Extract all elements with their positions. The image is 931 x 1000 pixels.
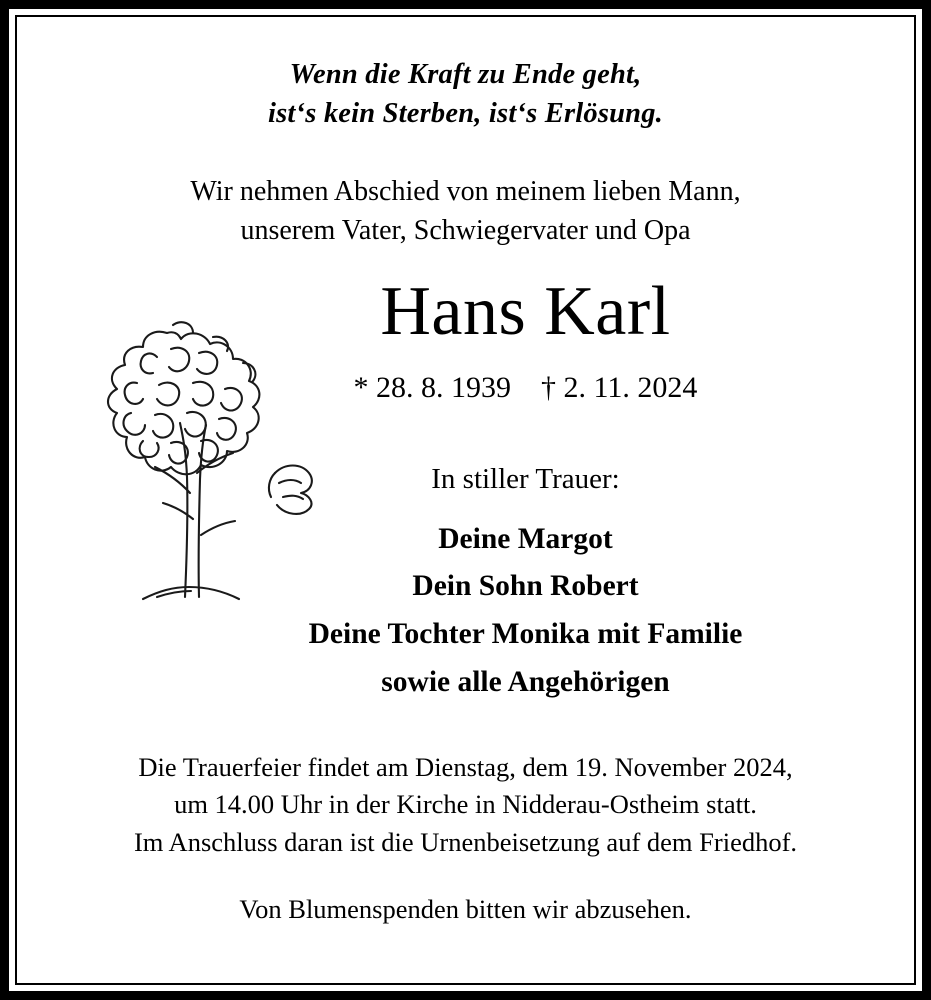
verse-line-2: ist‘s kein Sterben, ist‘s Erlösung. [267,98,663,130]
notice-inner-frame [15,15,916,985]
list-item: Deine Margot [438,522,613,555]
details-line-1: Die Trauerfeier findet am Dienstag, dem 19. November 2024, [138,751,793,782]
list-item: Dein Sohn Robert [412,570,639,603]
page-title: Hans Karl [380,273,671,351]
name-and-illustration-row [43,275,888,707]
flowers-note: Von Blumenspenden bitten wir abzusehen. [239,893,692,924]
death-date: † 2. 11. 2024 [541,370,698,404]
birth-date: * 28. 8. 1939 [353,370,512,404]
details-line-3: Im Anschluss daran ist die Urnenbeisetzung auf dem Friedhof. [133,827,798,858]
tree-illustration [47,297,333,607]
mourning-label: In stiller Trauer: [431,462,620,495]
verse-line-1: Wenn die Kraft zu Ende geht, [289,59,642,90]
intro-line-2: unserem Vater, Schwiegervater und Opa [240,215,691,247]
details-line-2: um 14.00 Uhr in der Kirche in Nidderau-Ostheim statt. [174,789,757,820]
intro-line-1: Wir nehmen Abschied von meinem lieben Mann, [190,175,741,207]
intro-block [43,172,888,252]
funeral-details [43,749,888,862]
verse-block [43,55,888,134]
list-item: sowie alle Angehörigen [381,666,670,698]
list-item: Deine Tochter Monika mit Familie [308,618,743,651]
